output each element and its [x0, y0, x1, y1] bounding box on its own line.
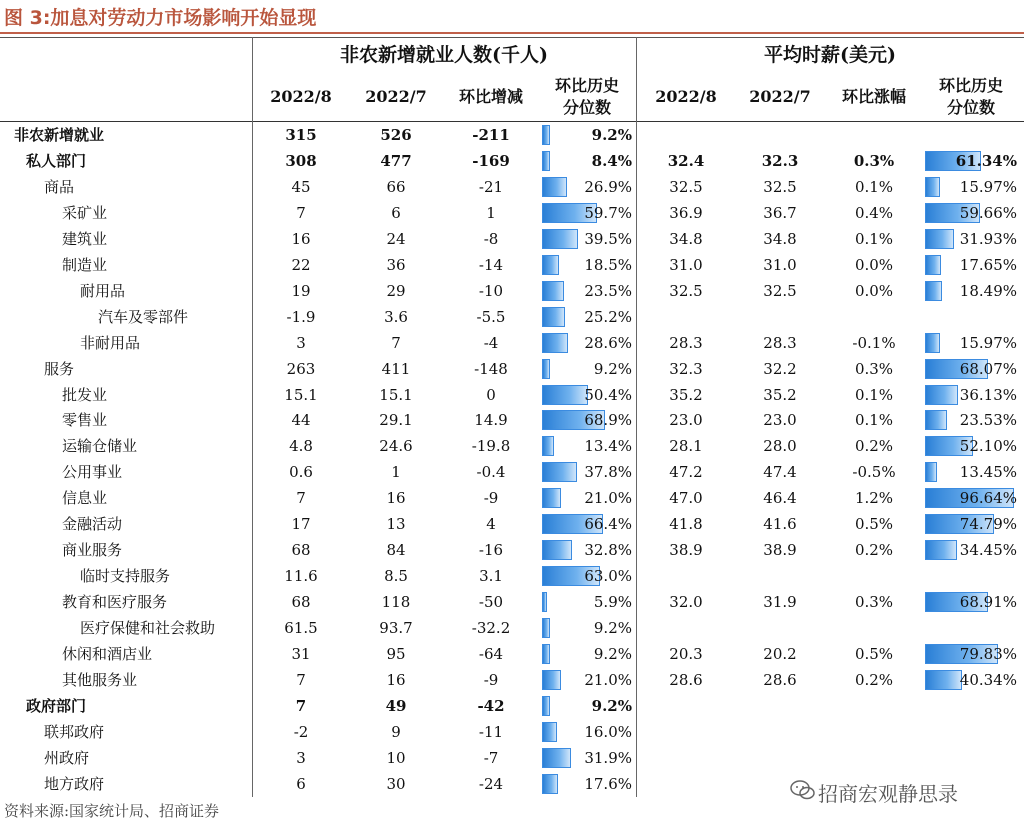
row-label: 运输仓储业: [62, 437, 138, 456]
cell-emp-cur: 308: [285, 151, 317, 170]
row-label: 零售业: [62, 411, 108, 430]
cell-emp-percentile: 13.4%: [584, 437, 632, 456]
cell-wage-percentile: 40.34%: [959, 670, 1017, 689]
cell-emp-prev: 15.1: [379, 385, 413, 404]
cell-wage-diff: [828, 122, 920, 148]
cell-wage-prev: [734, 693, 826, 719]
cell-wage-cur: 38.9: [669, 541, 703, 560]
cell-emp-percentile: 63.0%: [584, 567, 632, 586]
cell-wage-cur: [640, 122, 732, 148]
cell-wage-cur: [640, 745, 732, 771]
cell-wage-cur: 35.2: [669, 385, 703, 404]
cell-emp-prev: 411: [381, 359, 411, 378]
table-row: [0, 537, 1024, 563]
cell-wage-cur: [640, 771, 732, 797]
table-row: [0, 615, 1024, 641]
cell-emp-prev: 66: [386, 177, 406, 196]
row-label: 商品: [44, 177, 75, 196]
watermark-text: 招商宏观静思录: [818, 782, 958, 806]
cell-emp-cur: 68: [291, 541, 311, 560]
table-row: [0, 485, 1024, 511]
cell-emp-prev: 93.7: [379, 619, 413, 638]
cell-wage-cur: 32.0: [669, 593, 703, 612]
cell-emp-diff: -21: [478, 177, 504, 196]
cell-emp-diff: 3.1: [479, 567, 503, 586]
cell-emp-cur: 68: [291, 593, 311, 612]
header-top-rule: [0, 37, 1024, 38]
cell-wage-percentile: 36.13%: [959, 385, 1017, 404]
cell-wage-prev: [734, 563, 826, 589]
cell-wage-percentile: [922, 122, 1017, 148]
cell-wage-diff: 1.2%: [854, 489, 894, 508]
cell-wage-cur: 34.8: [669, 229, 703, 248]
row-label: 汽车及零部件: [98, 307, 189, 326]
source-note: 资料来源:国家统计局、招商证券: [4, 802, 220, 820]
cell-wage-prev: 28.0: [763, 437, 797, 456]
cell-emp-cur: 3: [296, 748, 306, 767]
cell-wage-diff: 0.0%: [854, 255, 894, 274]
cell-emp-diff: -5.5: [476, 307, 506, 326]
cell-wage-diff: [828, 563, 920, 589]
cell-wage-diff: [828, 693, 920, 719]
cell-wage-percentile: [922, 615, 1017, 641]
cell-emp-diff: 1: [486, 203, 496, 222]
cell-wage-prev: [734, 122, 826, 148]
cell-emp-diff: 14.9: [474, 411, 508, 430]
figure-title-bar: [0, 0, 1024, 34]
cell-wage-percentile: 52.10%: [959, 437, 1017, 456]
cell-emp-diff: -9: [483, 489, 499, 508]
row-label: 非耐用品: [80, 333, 141, 352]
cell-wage-prev: 31.0: [763, 255, 797, 274]
cell-emp-diff: -211: [472, 126, 510, 144]
cell-emp-cur: 6: [296, 774, 306, 793]
cell-wage-cur: [640, 615, 732, 641]
row-label: 地方政府: [44, 774, 105, 793]
row-label: 批发业: [62, 385, 108, 404]
cell-emp-percentile: 18.5%: [584, 255, 632, 274]
cell-wage-cur: 32.4: [667, 151, 705, 170]
cell-wage-diff: -0.1%: [852, 333, 896, 352]
cell-wage-cur: [640, 563, 732, 589]
cell-wage-prev: [734, 745, 826, 771]
table-row: [0, 589, 1024, 615]
row-label: 教育和医疗服务: [62, 593, 168, 612]
cell-emp-diff: -169: [472, 151, 510, 170]
cell-emp-percentile: 9.2%: [593, 359, 632, 378]
cell-wage-prev: 20.2: [763, 645, 797, 663]
cell-emp-prev: 9: [391, 722, 401, 741]
cell-wage-cur: [640, 304, 732, 330]
cell-wage-prev: 46.4: [763, 489, 797, 508]
cell-emp-percentile: 68.9%: [584, 411, 632, 430]
cell-wage-prev: 31.9: [763, 593, 797, 612]
row-label: 公用事业: [62, 463, 123, 482]
cell-wage-cur: 32.5: [669, 177, 703, 196]
cell-emp-percentile: 25.2%: [584, 307, 632, 326]
cell-emp-percentile: 9.2%: [591, 126, 632, 144]
row-label: 制造业: [62, 255, 108, 274]
cell-emp-prev: 16: [386, 489, 406, 508]
col-emp-prev: 2022/7: [365, 87, 427, 106]
col-emp-pct-line1: 环比历史: [554, 76, 619, 95]
row-label: 金融活动: [62, 515, 123, 534]
table-row: [0, 278, 1024, 304]
cell-emp-prev: 1: [391, 463, 401, 482]
cell-wage-cur: 23.0: [669, 411, 703, 430]
cell-emp-cur: 7: [296, 670, 306, 689]
cell-emp-diff: -16: [478, 541, 504, 560]
cell-emp-prev: 3.6: [384, 307, 408, 326]
cell-emp-diff: 0: [486, 385, 496, 404]
cell-emp-percentile: 5.9%: [593, 593, 632, 612]
table-row: [0, 407, 1024, 433]
wage-group-title: 平均时薪(美元): [764, 44, 896, 66]
cell-emp-prev: 36: [386, 255, 406, 274]
cell-wage-diff: [828, 304, 920, 330]
table-row: [0, 148, 1024, 174]
table-row: [0, 330, 1024, 356]
col-wage-pct-line2: 分位数: [946, 98, 995, 117]
cell-emp-diff: -64: [478, 645, 504, 663]
cell-emp-diff: -10: [478, 281, 504, 300]
cell-emp-diff: -0.4: [476, 463, 506, 482]
cell-wage-prev: 47.4: [763, 463, 797, 482]
cell-wage-percentile: 15.97%: [959, 177, 1017, 196]
cell-wage-percentile: 23.53%: [959, 411, 1017, 430]
cell-emp-prev: 84: [386, 541, 406, 560]
cell-wage-diff: 0.1%: [854, 177, 894, 196]
cell-wage-cur: 28.1: [669, 437, 703, 456]
cell-wage-percentile: 31.93%: [959, 229, 1017, 248]
cell-emp-cur: 61.5: [284, 619, 318, 638]
cell-wage-percentile: [922, 745, 1017, 771]
cell-emp-diff: -14: [478, 255, 504, 274]
cell-emp-percentile: 9.2%: [593, 619, 632, 638]
col-wage-cur: 2022/8: [655, 87, 717, 106]
cell-wage-prev: 32.3: [761, 151, 799, 170]
cell-wage-prev: 38.9: [763, 541, 797, 560]
cell-wage-cur: 36.9: [669, 203, 703, 222]
table-row: [0, 382, 1024, 408]
cell-wage-percentile: 74.79%: [959, 515, 1017, 534]
cell-wage-prev: 34.8: [763, 229, 797, 248]
cell-wage-percentile: 15.97%: [959, 333, 1017, 352]
cell-emp-prev: 29.1: [379, 411, 413, 430]
wechat-icon: [790, 779, 816, 801]
cell-emp-percentile: 21.0%: [584, 670, 632, 689]
employment-group-title: 非农新增就业人数(千人): [340, 44, 548, 66]
cell-emp-cur: 16: [291, 229, 311, 248]
cell-wage-percentile: [922, 304, 1017, 330]
cell-emp-diff: -11: [478, 722, 504, 741]
row-label: 政府部门: [26, 696, 87, 715]
cell-wage-percentile: 68.07%: [959, 359, 1017, 378]
cell-emp-prev: 6: [391, 203, 401, 222]
cell-emp-cur: 22: [291, 255, 311, 274]
cell-wage-diff: 0.3%: [854, 359, 894, 378]
cell-wage-cur: 28.6: [669, 670, 703, 689]
cell-emp-diff: -4: [483, 333, 499, 352]
cell-emp-percentile: 59.7%: [584, 203, 632, 222]
row-label: 耐用品: [80, 281, 126, 300]
cell-emp-prev: 13: [386, 515, 406, 534]
cell-wage-diff: 0.2%: [854, 437, 894, 456]
cell-wage-diff: 0.5%: [854, 515, 894, 534]
cell-emp-prev: 16: [386, 670, 406, 689]
row-label: 信息业: [62, 489, 108, 508]
table-row: [0, 641, 1024, 667]
cell-wage-diff: 0.2%: [854, 670, 894, 689]
cell-wage-prev: [734, 304, 826, 330]
table-row: [0, 356, 1024, 382]
cell-wage-diff: 0.1%: [854, 411, 894, 430]
cell-wage-percentile: 17.65%: [959, 255, 1017, 274]
cell-emp-diff: -8: [483, 229, 499, 248]
cell-wage-diff: 0.0%: [854, 281, 894, 300]
cell-wage-prev: 23.0: [763, 411, 797, 430]
row-label: 商业服务: [62, 541, 123, 560]
cell-emp-prev: 526: [380, 126, 412, 144]
cell-emp-prev: 477: [380, 151, 412, 170]
cell-emp-diff: -50: [478, 593, 504, 612]
cell-emp-percentile: 50.4%: [584, 385, 632, 404]
cell-emp-prev: 118: [381, 593, 411, 612]
cell-emp-percentile: 39.5%: [584, 229, 632, 248]
cell-emp-percentile: 17.6%: [584, 774, 632, 793]
cell-wage-diff: [828, 719, 920, 745]
cell-wage-percentile: 18.49%: [959, 281, 1017, 300]
table-row: [0, 200, 1024, 226]
cell-wage-cur: 41.8: [669, 515, 703, 534]
row-label: 医疗保健和社会救助: [80, 619, 216, 638]
cell-wage-cur: [640, 719, 732, 745]
cell-wage-percentile: 59.66%: [959, 203, 1017, 222]
cell-wage-cur: 28.3: [669, 333, 703, 352]
cell-emp-diff: -42: [477, 696, 505, 715]
col-emp-diff: 环比增减: [458, 87, 523, 106]
cell-emp-diff: -24: [478, 774, 504, 793]
cell-emp-cur: 11.6: [284, 567, 318, 586]
cell-wage-percentile: [922, 563, 1017, 589]
col-wage-prev: 2022/7: [749, 87, 811, 106]
cell-wage-diff: [828, 615, 920, 641]
row-label: 私人部门: [26, 151, 87, 170]
cell-emp-percentile: 16.0%: [584, 722, 632, 741]
table-row: [0, 252, 1024, 278]
row-label: 非农新增就业: [14, 126, 105, 144]
table-row: [0, 563, 1024, 589]
cell-emp-diff: -7: [483, 748, 499, 767]
cell-wage-prev: 32.5: [763, 177, 797, 196]
cell-emp-cur: 263: [286, 359, 316, 378]
cell-wage-cur: 31.0: [669, 255, 703, 274]
cell-emp-prev: 29: [386, 281, 406, 300]
cell-emp-diff: 4: [486, 515, 496, 534]
cell-wage-cur: 20.3: [669, 645, 703, 663]
cell-emp-percentile: 31.9%: [584, 748, 632, 767]
cell-wage-cur: 47.0: [669, 489, 703, 508]
cell-emp-prev: 95: [386, 645, 406, 663]
cell-emp-cur: 0.6: [289, 463, 313, 482]
cell-wage-diff: 0.1%: [854, 385, 894, 404]
cell-emp-prev: 7: [391, 333, 401, 352]
cell-wage-cur: [640, 693, 732, 719]
cell-wage-prev: [734, 615, 826, 641]
cell-wage-prev: [734, 719, 826, 745]
figure-title: 图 3:加息对劳动力市场影响开始显现: [4, 7, 317, 29]
table-row: [0, 719, 1024, 745]
cell-emp-cur: 44: [291, 411, 311, 430]
row-label: 州政府: [44, 748, 90, 767]
cell-emp-cur: 45: [291, 177, 311, 196]
cell-wage-diff: 0.2%: [854, 541, 894, 560]
cell-emp-percentile: 8.4%: [591, 151, 632, 170]
cell-wage-prev: 28.3: [763, 333, 797, 352]
cell-emp-percentile: 32.8%: [584, 541, 632, 560]
cell-emp-prev: 24.6: [379, 437, 413, 456]
cell-wage-percentile: 34.45%: [959, 541, 1017, 560]
cell-emp-percentile: 9.2%: [591, 696, 632, 715]
cell-wage-diff: 0.3%: [854, 593, 894, 612]
cell-wage-diff: 0.4%: [854, 203, 894, 222]
cell-wage-diff: 0.5%: [854, 645, 894, 663]
cell-wage-diff: [828, 745, 920, 771]
table-row: [0, 511, 1024, 537]
cell-wage-diff: 0.3%: [853, 151, 895, 170]
table-row: [0, 693, 1024, 719]
cell-wage-diff: 0.1%: [854, 229, 894, 248]
cell-emp-prev: 10: [386, 748, 406, 767]
col-wage-pct-line1: 环比历史: [938, 76, 1003, 95]
cell-emp-cur: 17: [291, 515, 311, 534]
cell-wage-percentile: [922, 693, 1017, 719]
cell-wage-diff: -0.5%: [852, 463, 896, 482]
cell-emp-prev: 30: [386, 774, 406, 793]
cell-wage-cur: 32.5: [669, 281, 703, 300]
row-label: 服务: [44, 359, 75, 378]
table-row: [0, 745, 1024, 771]
row-label: 其他服务业: [62, 670, 138, 689]
cell-emp-percentile: 37.8%: [584, 463, 632, 482]
table-row: [0, 433, 1024, 459]
cell-emp-prev: 8.5: [384, 567, 408, 586]
row-label: 休闲和酒店业: [62, 645, 153, 663]
cell-wage-percentile: [922, 719, 1017, 745]
cell-emp-diff: -9: [483, 670, 499, 689]
cell-wage-percentile: 61.34%: [955, 151, 1017, 170]
cell-emp-percentile: 66.4%: [584, 515, 632, 534]
cell-emp-percentile: 9.2%: [593, 645, 632, 663]
col-emp-pct-line2: 分位数: [562, 98, 611, 117]
cell-emp-diff: -148: [474, 359, 508, 378]
table-row: [0, 226, 1024, 252]
table-row: [0, 667, 1024, 693]
cell-wage-percentile: 79.83%: [959, 645, 1017, 663]
row-label: 采矿业: [62, 203, 108, 222]
cell-wage-prev: 35.2: [763, 385, 797, 404]
table-row: [0, 174, 1024, 200]
col-emp-cur: 2022/8: [270, 87, 332, 106]
cell-emp-cur: 315: [285, 126, 317, 144]
cell-emp-cur: 7: [296, 489, 306, 508]
cell-wage-prev: 41.6: [763, 515, 797, 534]
cell-emp-cur: 19: [291, 281, 311, 300]
row-label: 联邦政府: [44, 722, 105, 741]
cell-wage-percentile: 96.64%: [959, 489, 1017, 508]
cell-wage-prev: 28.6: [763, 670, 797, 689]
col-wage-diff: 环比涨幅: [841, 87, 906, 106]
cell-emp-prev: 24: [386, 229, 406, 248]
cell-wage-prev: 32.2: [763, 359, 797, 378]
cell-emp-cur: 4.8: [289, 437, 313, 456]
table-row: [0, 304, 1024, 330]
cell-emp-cur: -2: [293, 722, 309, 741]
row-label: 临时支持服务: [80, 567, 171, 586]
cell-emp-percentile: 21.0%: [584, 489, 632, 508]
cell-emp-cur: -1.9: [286, 307, 316, 326]
cell-wage-cur: 47.2: [669, 463, 703, 482]
cell-emp-cur: 3: [296, 333, 306, 352]
table-row: [0, 122, 1024, 148]
cell-emp-cur: 7: [295, 696, 307, 715]
row-label: 建筑业: [62, 229, 108, 248]
cell-wage-percentile: 68.91%: [959, 593, 1017, 612]
cell-emp-cur: 15.1: [284, 385, 318, 404]
cell-wage-cur: 32.3: [669, 359, 703, 378]
cell-wage-prev: 36.7: [763, 203, 797, 222]
cell-emp-percentile: 26.9%: [584, 177, 632, 196]
cell-wage-percentile: 13.45%: [959, 463, 1017, 482]
cell-emp-percentile: 23.5%: [584, 281, 632, 300]
cell-emp-diff: -19.8: [471, 437, 511, 456]
cell-emp-percentile: 28.6%: [584, 333, 632, 352]
cell-emp-cur: 31: [291, 645, 311, 663]
cell-emp-prev: 49: [385, 696, 407, 715]
cell-emp-cur: 7: [296, 203, 306, 222]
cell-wage-prev: 32.5: [763, 281, 797, 300]
table-row: [0, 459, 1024, 485]
cell-emp-diff: -32.2: [471, 619, 511, 638]
